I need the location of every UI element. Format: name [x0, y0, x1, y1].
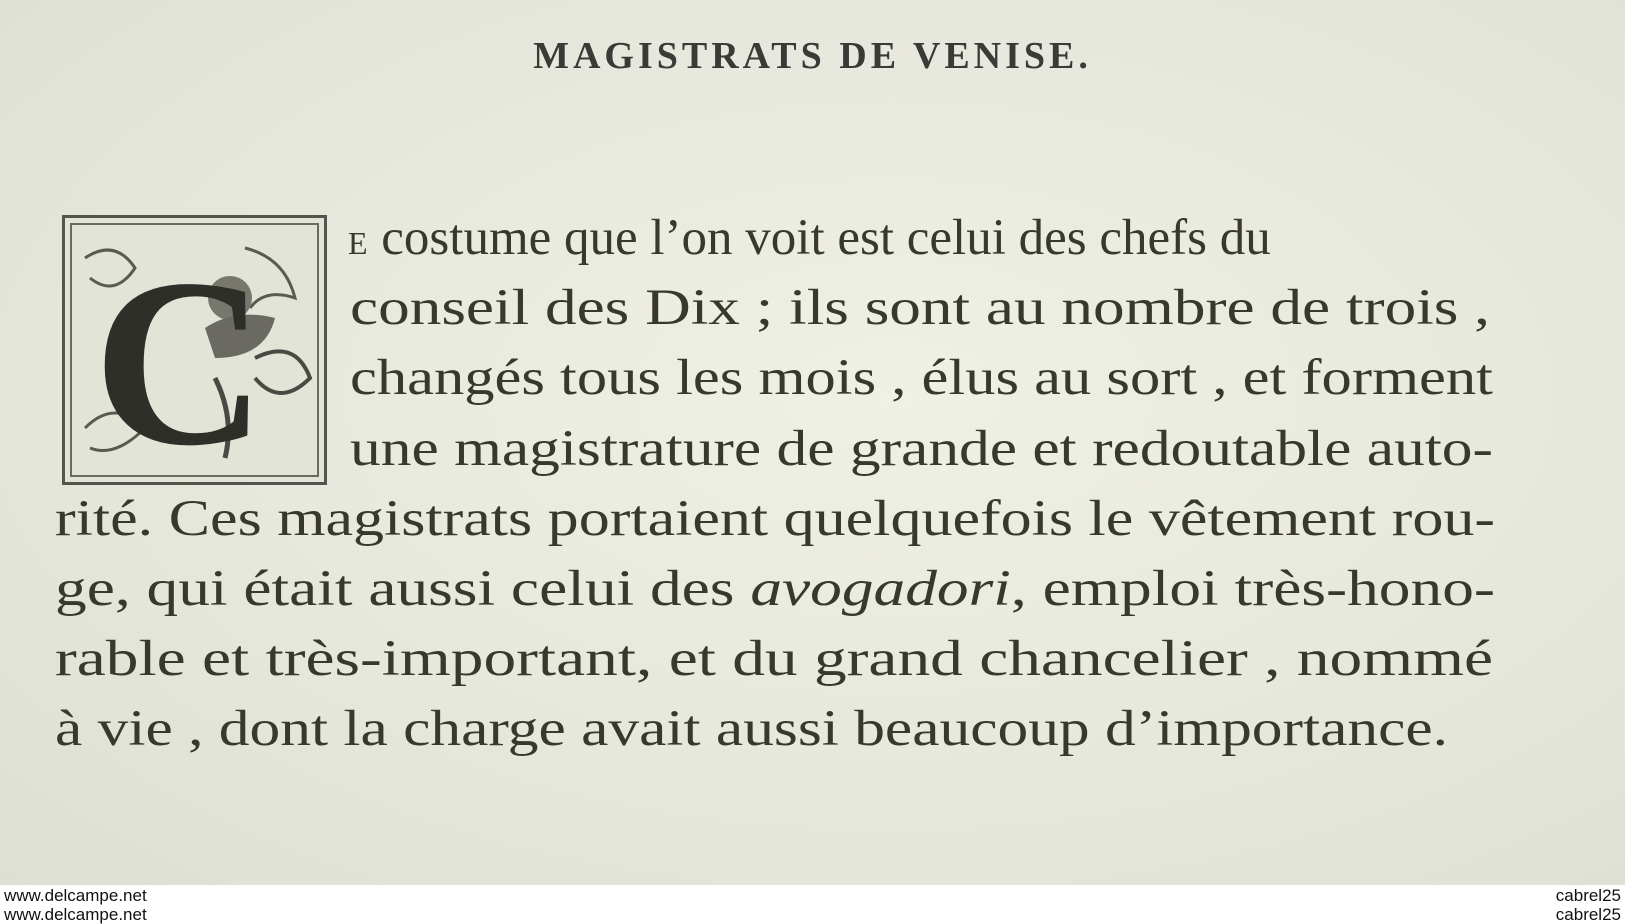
ornament-icon [65, 218, 324, 482]
line-text: , emploi très-hono- [1010, 561, 1495, 617]
text-line-1 [348, 210, 1496, 266]
text-line-5: rité. Ces magistrats portaient quelquefois le vêtement rou- [55, 491, 1495, 547]
text-line-7: rable et très-important, et du grand chancelier , nommé [55, 631, 1493, 687]
ornamental-drop-cap [62, 215, 327, 485]
line-text: costume que l’on voit est celui des chefs du [381, 210, 1271, 266]
text-line-6 [55, 561, 1495, 617]
watermark-right-2: cabrel25 [1555, 905, 1621, 924]
watermark-left-1: www.delcampe.net [4, 886, 147, 905]
page-title: MAGISTRATS DE VENISE. [533, 35, 1092, 77]
text-line-3: changés tous les mois , élus au sort , et forment [350, 350, 1493, 406]
text-line-8: à vie , dont la charge avait aussi beaucoup d’importance. [55, 701, 1448, 757]
smallcaps-letter: E [348, 225, 369, 261]
drop-cap-letter: C [93, 229, 267, 482]
watermark-bar [0, 885, 1625, 924]
text-line-4: une magistrature de grande et redoutable auto- [350, 421, 1493, 477]
watermark-left-2: www.delcampe.net [4, 905, 147, 924]
line-text: ge, qui était aussi celui des [55, 561, 751, 617]
watermark-right-1: cabrel25 [1555, 886, 1621, 905]
text-line-2: conseil des Dix ; ils sont au nombre de trois , [350, 280, 1490, 336]
italic-term: avogadori [750, 561, 1011, 617]
